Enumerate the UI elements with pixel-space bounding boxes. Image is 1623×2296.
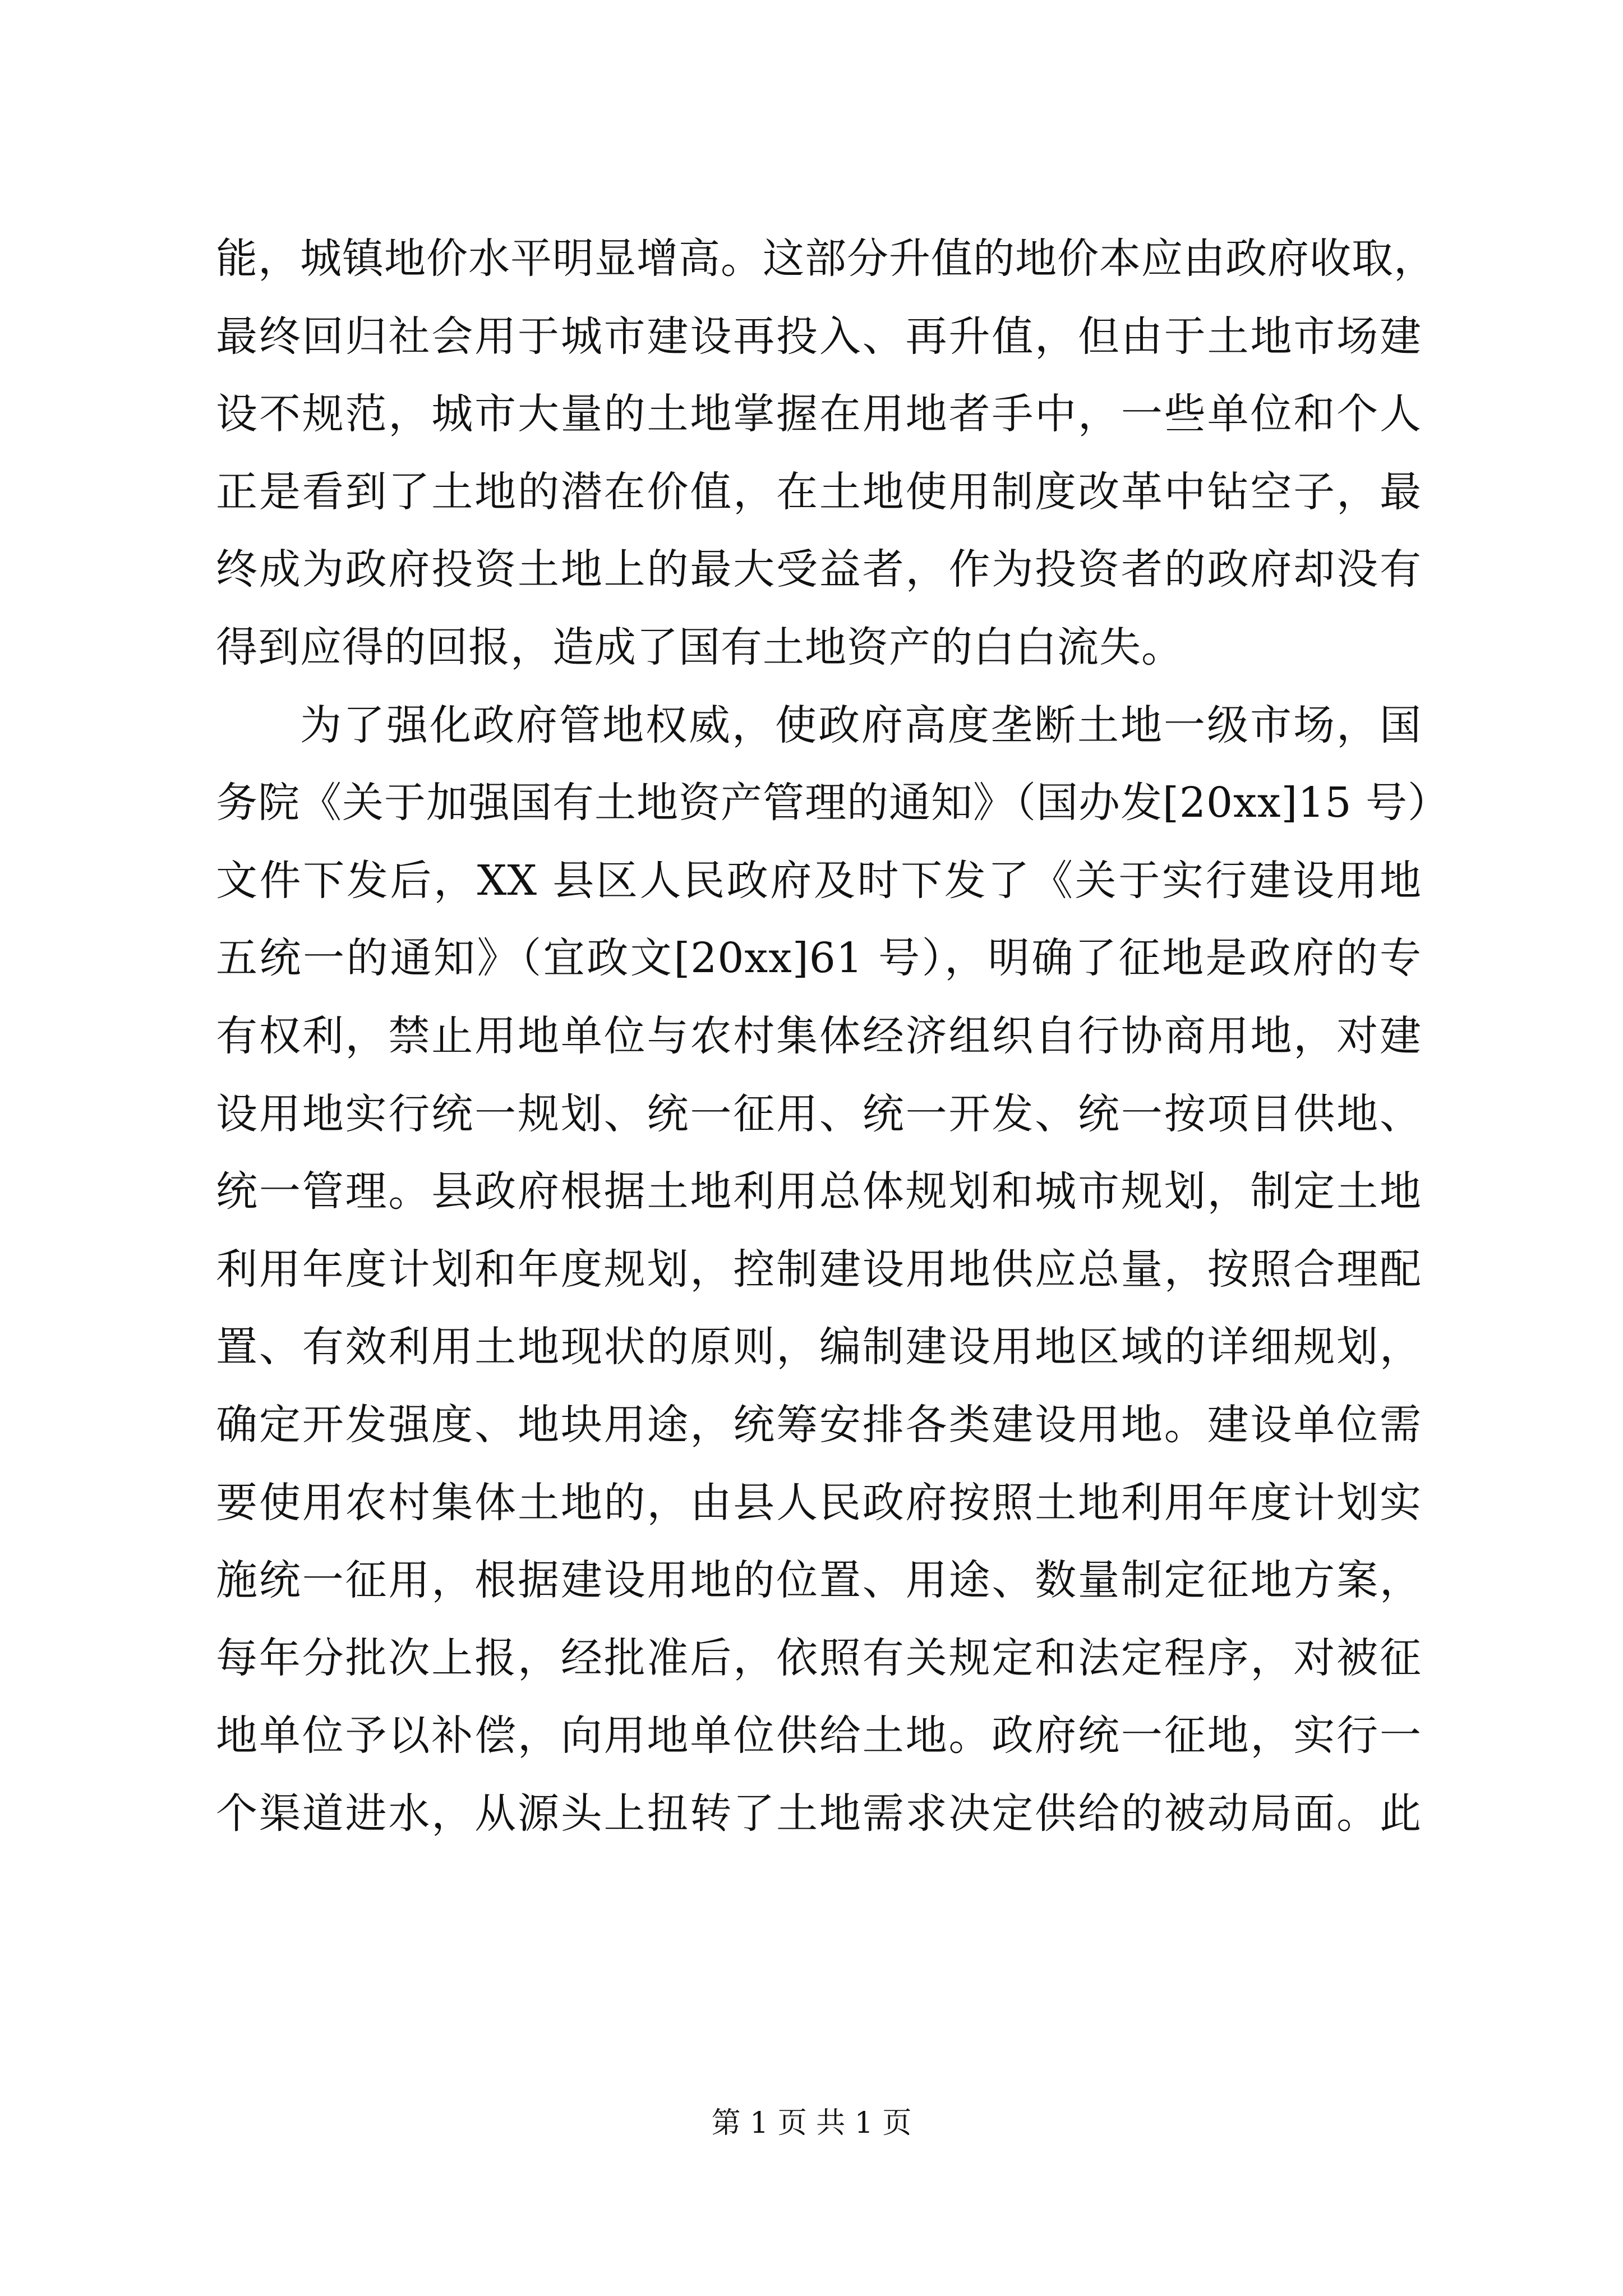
text-line: 要使用农村集体土地的，由县人民政府按照土地利用年度计划实 [216, 1478, 1422, 1527]
text-line: 正是看到了土地的潜在价值，在土地使用制度改革中钻空子，最 [216, 467, 1422, 516]
text-line: 务院《关于加强国有土地资产管理的通知》（国办发[20xx]15 号） [216, 779, 1450, 827]
text-line: 有权利，禁止用地单位与农村集体经济组织自行协商用地，对建 [216, 1011, 1422, 1060]
text-line: 置、有效利用土地现状的原则，编制建设用地区域的详细规划， [216, 1323, 1422, 1372]
text-line: 为了强化政府管地权威，使政府高度垄断土地一级市场，国 [300, 701, 1422, 749]
text-line: 能，城镇地价水平明显增高。这部分升值的地价本应由政府收取， [216, 234, 1436, 283]
text-line: 最终回归社会用于城市建设再投入、再升值，但由于土地市场建 [216, 312, 1422, 361]
text-line: 每年分批次上报，经批准后，依照有关规定和法定程序，对被征 [216, 1634, 1422, 1682]
text-line: 设不规范，城市大量的土地掌握在用地者手中，一些单位和个人 [216, 390, 1422, 439]
text-line: 施统一征用，根据建设用地的位置、用途、数量制定征地方案， [216, 1556, 1422, 1605]
paragraph-2 [216, 687, 1450, 1853]
text-line: 地单位予以补偿，向用地单位供给土地。政府统一征地，实行一 [216, 1711, 1422, 1760]
text-line: 确定开发强度、地块用途，统筹安排各类建设用地。建设单位需 [216, 1400, 1422, 1449]
text-line: 终成为政府投资土地上的最大受益者，作为投资者的政府却没有 [216, 545, 1422, 594]
text-line: 统一管理。县政府根据土地利用总体规划和城市规划，制定土地 [216, 1167, 1422, 1216]
document-body [216, 220, 1450, 1852]
text-line: 个渠道进水，从源头上扭转了土地需求决定供给的被动局面。此 [216, 1789, 1422, 1838]
text-line: 利用年度计划和年度规划，控制建设用地供应总量，按照合理配 [216, 1245, 1422, 1294]
text-line: 文件下发后，XX 县区人民政府及时下发了《关于实行建设用地 [216, 856, 1422, 905]
text-line: 设用地实行统一规划、统一征用、统一开发、统一按项目供地、 [216, 1089, 1422, 1138]
text-line: 五统一的通知》（宜政文[20xx]61 号），明确了征地是政府的专 [216, 934, 1422, 983]
paragraph-1 [216, 220, 1436, 687]
text-line: 得到应得的回报，造成了国有土地资产的白白流失。 [216, 623, 1183, 671]
page-footer: 第 1 页 共 1 页 [711, 2106, 912, 2140]
